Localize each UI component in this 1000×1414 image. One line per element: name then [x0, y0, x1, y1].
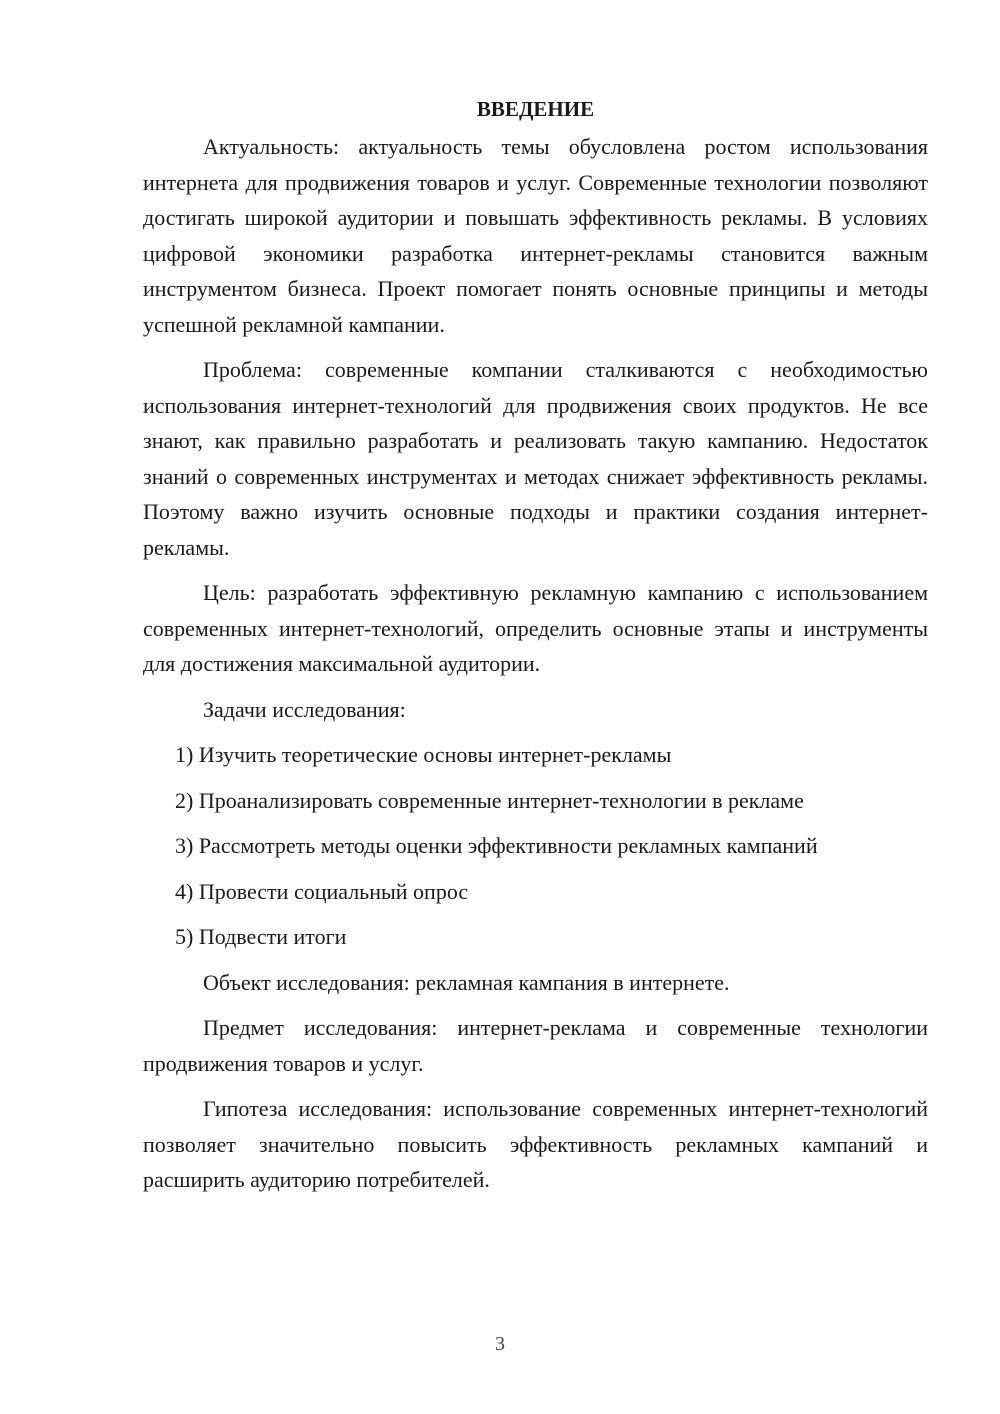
- list-item: 3) Рассмотреть методы оценки эффективности рекламных кампаний: [175, 833, 818, 858]
- list-item: 4) Провести социальный опрос: [175, 878, 469, 904]
- page-title: ВВЕДЕНИЕ: [476, 97, 595, 121]
- paragraph-problem: Проблема: современные компании сталкиваются с необходимостью использования интернет-технологий для продвижения своих продуктов. Не все знают, как правильно разработать и реализовать такую кампанию. Недостаток знаний о современных инструментах и методах снижает эффективность рекламы. Поэтому важно изучить основные подходы и практики создания интернет-рекламы.: [143, 357, 928, 560]
- list-item: 1) Изучить теоретические основы интернет-рекламы: [175, 742, 672, 767]
- list-item: 5) Подвести итоги: [175, 924, 347, 949]
- paragraph-object: Объект исследования: рекламная кампания в интернете.: [203, 969, 730, 995]
- tasks-list: [143, 737, 928, 955]
- paragraph-subject: Предмет исследования: интернет-реклама и современные технологии продвижения товаров и услуг.: [143, 1015, 928, 1076]
- tasks-heading: Задачи исследования:: [203, 696, 406, 722]
- paragraph-goal: Цель: разработать эффективную рекламную кампанию с использованием современных интернет-технологий, определить основные этапы и инструменты для достижения максимальной аудитории.: [143, 580, 928, 676]
- page-number: 3: [495, 1333, 505, 1355]
- document-page: [143, 92, 928, 1208]
- paragraph-relevance: Актуальность: актуальность темы обусловлена ростом использования интернета для продвижения товаров и услуг. Современные технологии позволяют достигать широкой аудитории и повышать эффективность рекламы. В условиях цифровой экономики разработка интернет-рекламы становится важным инструментом бизнеса. Проект помогает понять основные принципы и методы успешной рекламной кампании.: [143, 134, 928, 337]
- list-item: 2) Проанализировать современные интернет-технологии в рекламе: [175, 787, 804, 813]
- paragraph-hypothesis: Гипотеза исследования: использование современных интернет-технологий позволяет значительно повысить эффективность рекламных кампаний и расширить аудиторию потребителей.: [143, 1096, 928, 1192]
